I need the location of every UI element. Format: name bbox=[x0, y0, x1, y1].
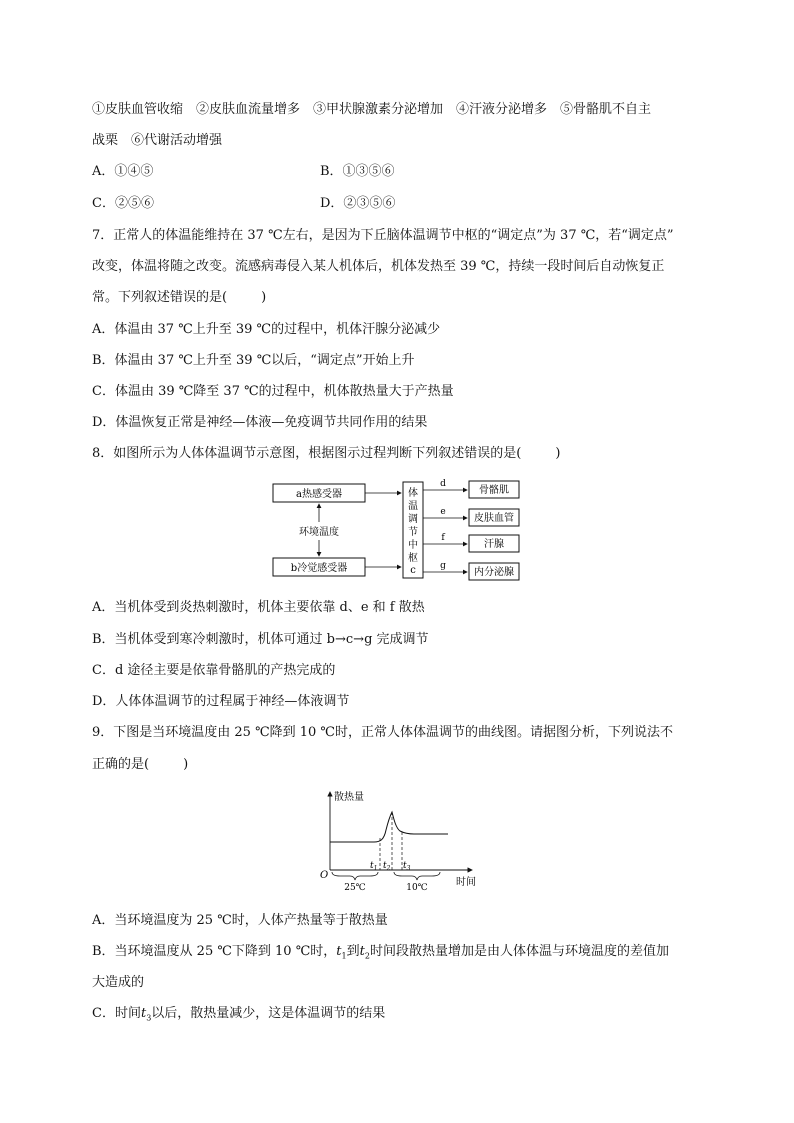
path-label-e: e bbox=[440, 507, 446, 517]
q9-stem-line1: 9．下图是当环境温度由 25 ℃降到 10 ℃时，正常人体体温调节的曲线图。请据图分析，下列说法不 bbox=[92, 725, 673, 740]
q8-option-a: A．当机体受到炎热刺激时，机体主要依靠 d、e 和 f 散热 bbox=[92, 600, 425, 615]
q6-option-a: A．①④⑤ bbox=[92, 164, 154, 179]
q7-option-b: B．体温由 37 ℃上升至 39 ℃以后，“调定点”开始上升 bbox=[92, 353, 415, 368]
target-skeletal-muscle: 骨骼肌 bbox=[479, 485, 509, 496]
range-25-label: 25℃ bbox=[344, 883, 366, 893]
path-label-f: f bbox=[441, 533, 445, 543]
q9-option-c-pre: C．时间 bbox=[92, 1006, 141, 1021]
q8-stem-text: 8．如图所示为人体体温调节示意图，根据图示过程判断下列叙述错误的是( bbox=[92, 446, 522, 461]
q7-stem-line3 bbox=[92, 288, 266, 308]
center-char: 枢 bbox=[408, 553, 418, 564]
q7-option-a: A．体温由 37 ℃上升至 39 ℃的过程中，机体汗腺分泌减少 bbox=[92, 322, 441, 337]
q9-option-b-t1: t bbox=[336, 944, 342, 959]
q7-option-d: D．体温恢复正常是神经—体液—免疫调节共同作用的结果 bbox=[92, 415, 428, 430]
origin-label: O bbox=[320, 870, 329, 881]
q9-option-b-line2: 大造成的 bbox=[92, 975, 145, 990]
q7-stem-close: ) bbox=[261, 290, 267, 305]
q9-option-c bbox=[92, 1004, 385, 1029]
q8-stem bbox=[92, 444, 560, 464]
q9-option-b-mid: 到 bbox=[346, 944, 360, 959]
q6-items-line1: ①皮肤血管收缩 ②皮肤血流量增多 ③甲状腺激素分泌增加 ④汗液分泌增多 ⑤骨骼肌不自主 bbox=[92, 102, 652, 117]
q9-option-c-t: t bbox=[140, 1006, 147, 1021]
t3-label: $t_3$ bbox=[403, 861, 411, 872]
temperature-regulation-diagram bbox=[265, 476, 530, 586]
path-label-g: g bbox=[440, 561, 446, 571]
q9-option-b-pre: B．当环境温度从 25 ℃下降到 10 ℃时， bbox=[92, 944, 337, 959]
q9-option-b-t1-sub: 1 bbox=[341, 951, 347, 961]
heat-receptor-label: a热感受器 bbox=[296, 489, 342, 500]
x-axis-label: 时间 bbox=[456, 877, 476, 888]
q9-stem-close: ) bbox=[183, 757, 189, 772]
t2-label: $t_2$ bbox=[383, 861, 391, 872]
heat-dissipation-curve bbox=[330, 812, 448, 842]
q8-option-c: C．d 途径主要是依靠骨骼肌的产热完成的 bbox=[92, 663, 336, 678]
q9-stem-text: 正确的是( bbox=[92, 757, 150, 772]
center-char: 温 bbox=[408, 501, 418, 512]
q7-stem-line2: 改变，体温将随之改变。流感病毒侵入某人机体后，机体发热至 39 ℃，持续一段时间后自动恢复正 bbox=[92, 259, 665, 274]
q9-option-b-t2-sub: 2 bbox=[364, 951, 370, 961]
center-char: c bbox=[410, 565, 416, 576]
q7-option-c: C．体温由 39 ℃降至 37 ℃的过程中，机体散热量大于产热量 bbox=[92, 384, 454, 399]
q9-option-a: A．当环境温度为 25 ℃时，人体产热量等于散热量 bbox=[92, 913, 388, 928]
q9-option-b-post: 时间段散热量增加是由人体体温与环境温度的差值加 bbox=[369, 944, 669, 959]
q9-option-c-post: 以后，散热量减少，这是体温调节的结果 bbox=[151, 1006, 386, 1021]
path-label-d: d bbox=[440, 479, 446, 489]
heat-dissipation-graph bbox=[312, 788, 484, 894]
brace-10 bbox=[394, 872, 440, 880]
center-char: 体 bbox=[408, 488, 418, 499]
q9-option-c-sub: 3 bbox=[146, 1013, 152, 1023]
q9-option-b-t2: t bbox=[359, 944, 365, 959]
t1-label: $t_1$ bbox=[370, 861, 378, 872]
q6-option-d: D．②③⑤⑥ bbox=[320, 196, 396, 211]
center-char: 节 bbox=[408, 527, 418, 538]
y-axis-label: 散热量 bbox=[334, 792, 364, 803]
range-10-label: 10℃ bbox=[406, 883, 428, 893]
cold-receptor-label: b冷觉感受器 bbox=[290, 563, 348, 574]
q8-option-d: D．人体体温调节的过程属于神经—体液调节 bbox=[92, 694, 350, 709]
q7-stem-text: 常。下列叙述错误的是( bbox=[92, 290, 228, 305]
target-skin-vessel: 皮肤血管 bbox=[474, 513, 514, 524]
target-endocrine-gland: 内分泌腺 bbox=[474, 567, 514, 578]
env-temperature-label: 环境温度 bbox=[299, 527, 339, 538]
center-char: 中 bbox=[408, 540, 418, 551]
q9-option-b-line1 bbox=[92, 942, 669, 967]
q8-option-b: B．当机体受到寒冷刺激时，机体可通过 b→c→g 完成调节 bbox=[92, 632, 429, 647]
q7-stem-line1: 7．正常人的体温能维持在 37 ℃左右，是因为下丘脑体温调节中枢的“调定点”为 37 ℃，若“调定点” bbox=[92, 228, 674, 243]
q6-option-c: C．②⑤⑥ bbox=[92, 196, 154, 211]
target-sweat-gland: 汗腺 bbox=[484, 539, 504, 550]
q6-items-line2: 战栗 ⑥代谢活动增强 bbox=[92, 133, 223, 148]
q6-option-b: B．①③⑤⑥ bbox=[320, 164, 395, 179]
q9-stem-line2 bbox=[92, 755, 188, 775]
q8-stem-close: ) bbox=[555, 446, 561, 461]
center-char: 调 bbox=[408, 514, 418, 525]
brace-25 bbox=[332, 872, 378, 880]
